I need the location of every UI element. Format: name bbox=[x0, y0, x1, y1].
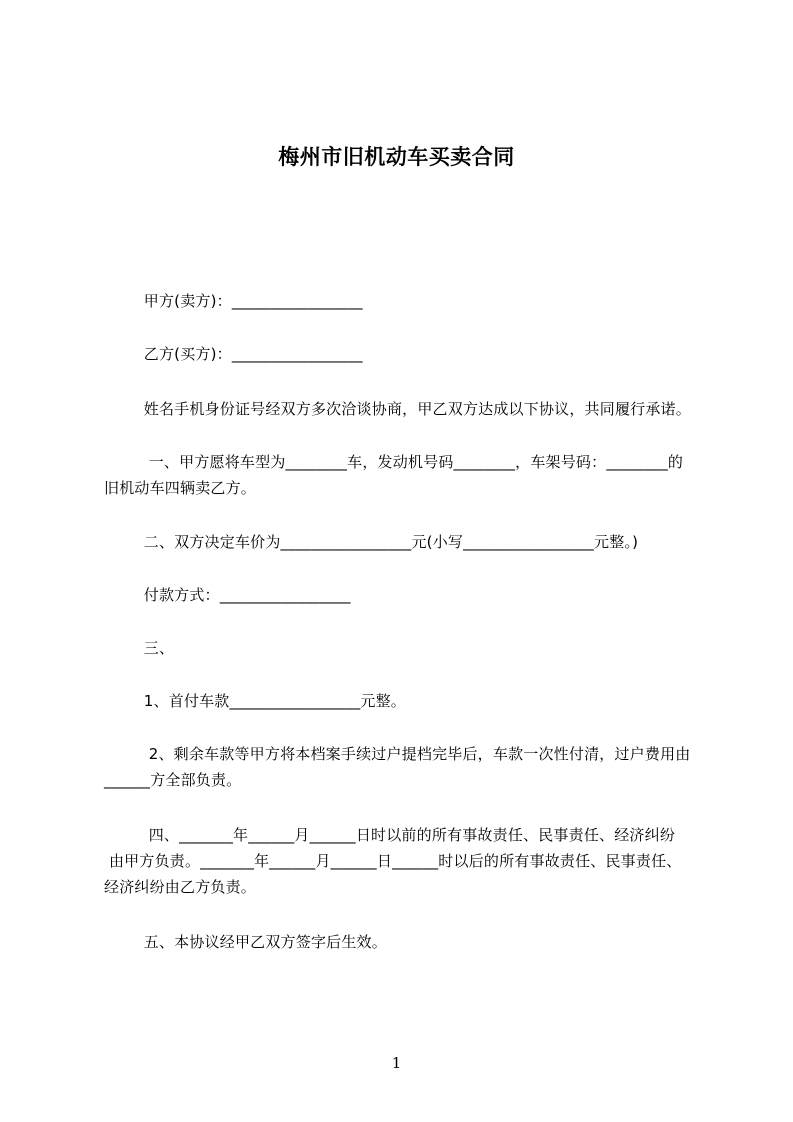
clause-3-item-2: 2、剩余车款等甲方将本档案手续过户提档完毕后，车款一次性付清，过户费用由 ______方全部负责。 bbox=[104, 745, 691, 789]
document-title: 梅州市旧机动车买卖合同 bbox=[278, 145, 515, 169]
clause-5-effective: 五、本协议经甲乙双方签字后生效。 bbox=[104, 933, 387, 951]
party-b-buyer-line: 乙方(买方)：_________________ bbox=[104, 345, 363, 363]
payment-method-line: 付款方式：_________________ bbox=[104, 586, 351, 604]
page-number: 1 bbox=[391, 1054, 402, 1072]
clause-2-price: 二、双方决定车价为_________________元(小写_________________元整。) bbox=[104, 533, 639, 551]
clause-3-heading: 三、 bbox=[104, 639, 175, 657]
clause-4-liability: 四、_______年______月______日时以前的所有事故责任、民事责任、经济纠纷 由甲方负责。_______年______月______日______时以后的所有事故责任、民事责任、 经济纠纷由乙方负责。 bbox=[104, 826, 682, 896]
party-a-seller-line: 甲方(卖方)：_________________ bbox=[104, 292, 363, 310]
preamble-paragraph: 姓名手机身份证号经双方多次洽谈协商，甲乙双方达成以下协议，共同履行承诺。 bbox=[104, 400, 691, 418]
clause-3-item-1: 1、首付车款_________________元整。 bbox=[104, 692, 406, 710]
clause-1-vehicle: 一、甲方愿将车型为________车，发动机号码________，车架号码：________的 旧机动车四辆卖乙方。 bbox=[104, 453, 684, 497]
